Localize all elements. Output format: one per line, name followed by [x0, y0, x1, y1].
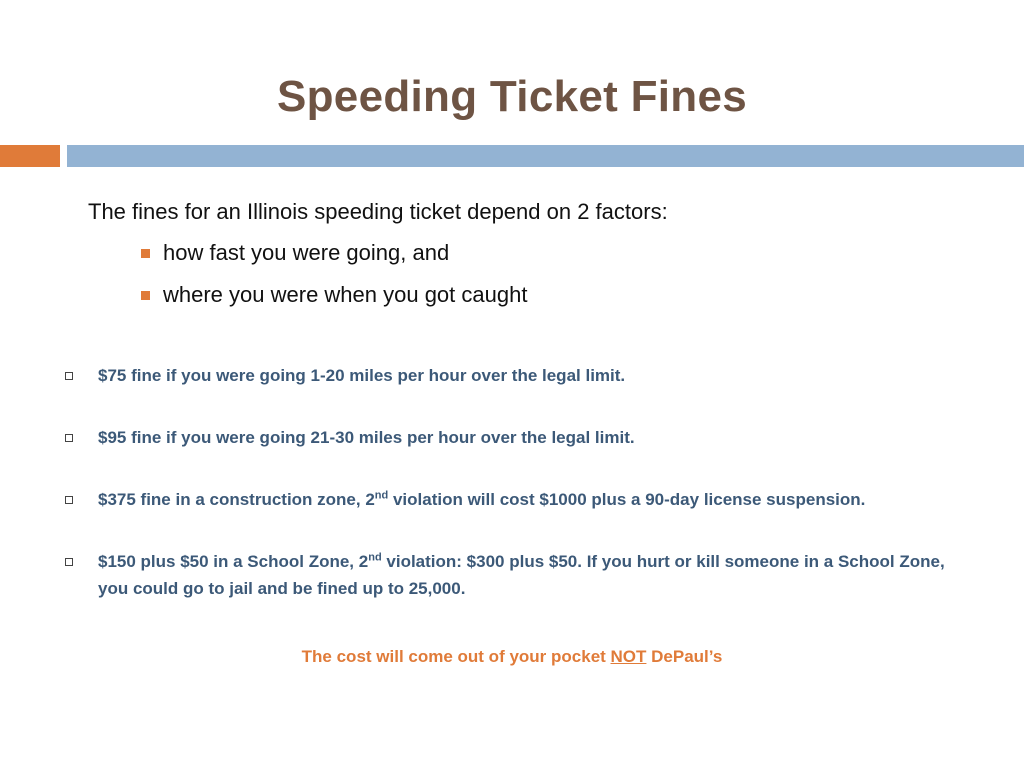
fine-text-end: violation will cost $1000 plus a 90-day license suspension. — [388, 490, 866, 509]
fine-item — [62, 424, 948, 451]
fine-text-end: violation: $300 plus $50. If you hurt or kill someone in a School Zone, you could go to jail and be fined up to 25,000. — [98, 552, 945, 598]
fine-item — [62, 362, 948, 389]
ordinal-suffix: nd — [368, 551, 382, 564]
accent-bar-orange — [0, 145, 60, 167]
hollow-square-bullet-icon — [65, 496, 73, 504]
fine-text-start: $150 plus $50 in a School Zone, 2 — [98, 552, 369, 571]
footer-emphasis: NOT — [610, 647, 647, 666]
orange-square-bullet-icon — [141, 291, 150, 300]
factor-text: how fast you were going, and — [163, 240, 450, 265]
hollow-square-bullet-icon — [65, 558, 73, 566]
fine-text: $75 fine if you were going 1-20 miles per hour over the legal limit. — [98, 366, 626, 385]
fines-list — [62, 362, 948, 637]
fine-text-start: $375 fine in a construction zone, 2 — [98, 490, 375, 509]
footer-note — [0, 643, 1024, 670]
accent-bar-blue — [67, 145, 1024, 167]
intro-text: The fines for an Illinois speeding ticket depend on 2 factors: — [88, 199, 668, 224]
hollow-square-bullet-icon — [65, 372, 73, 380]
orange-square-bullet-icon — [141, 249, 150, 258]
fine-item — [62, 548, 948, 602]
factor-item — [141, 239, 527, 281]
slide-title: Speeding Ticket Fines — [276, 72, 748, 121]
factor-text: where you were when you got caught — [163, 282, 528, 307]
factors-list — [141, 239, 527, 323]
fine-text: $95 fine if you were going 21-30 miles per hour over the legal limit. — [98, 428, 635, 447]
factor-item — [141, 281, 527, 323]
footer-text-end: DePaul’s — [646, 647, 723, 666]
fine-item — [62, 486, 948, 513]
hollow-square-bullet-icon — [65, 434, 73, 442]
footer-text-start: The cost will come out of your pocket — [301, 647, 611, 666]
ordinal-suffix: nd — [374, 489, 389, 502]
